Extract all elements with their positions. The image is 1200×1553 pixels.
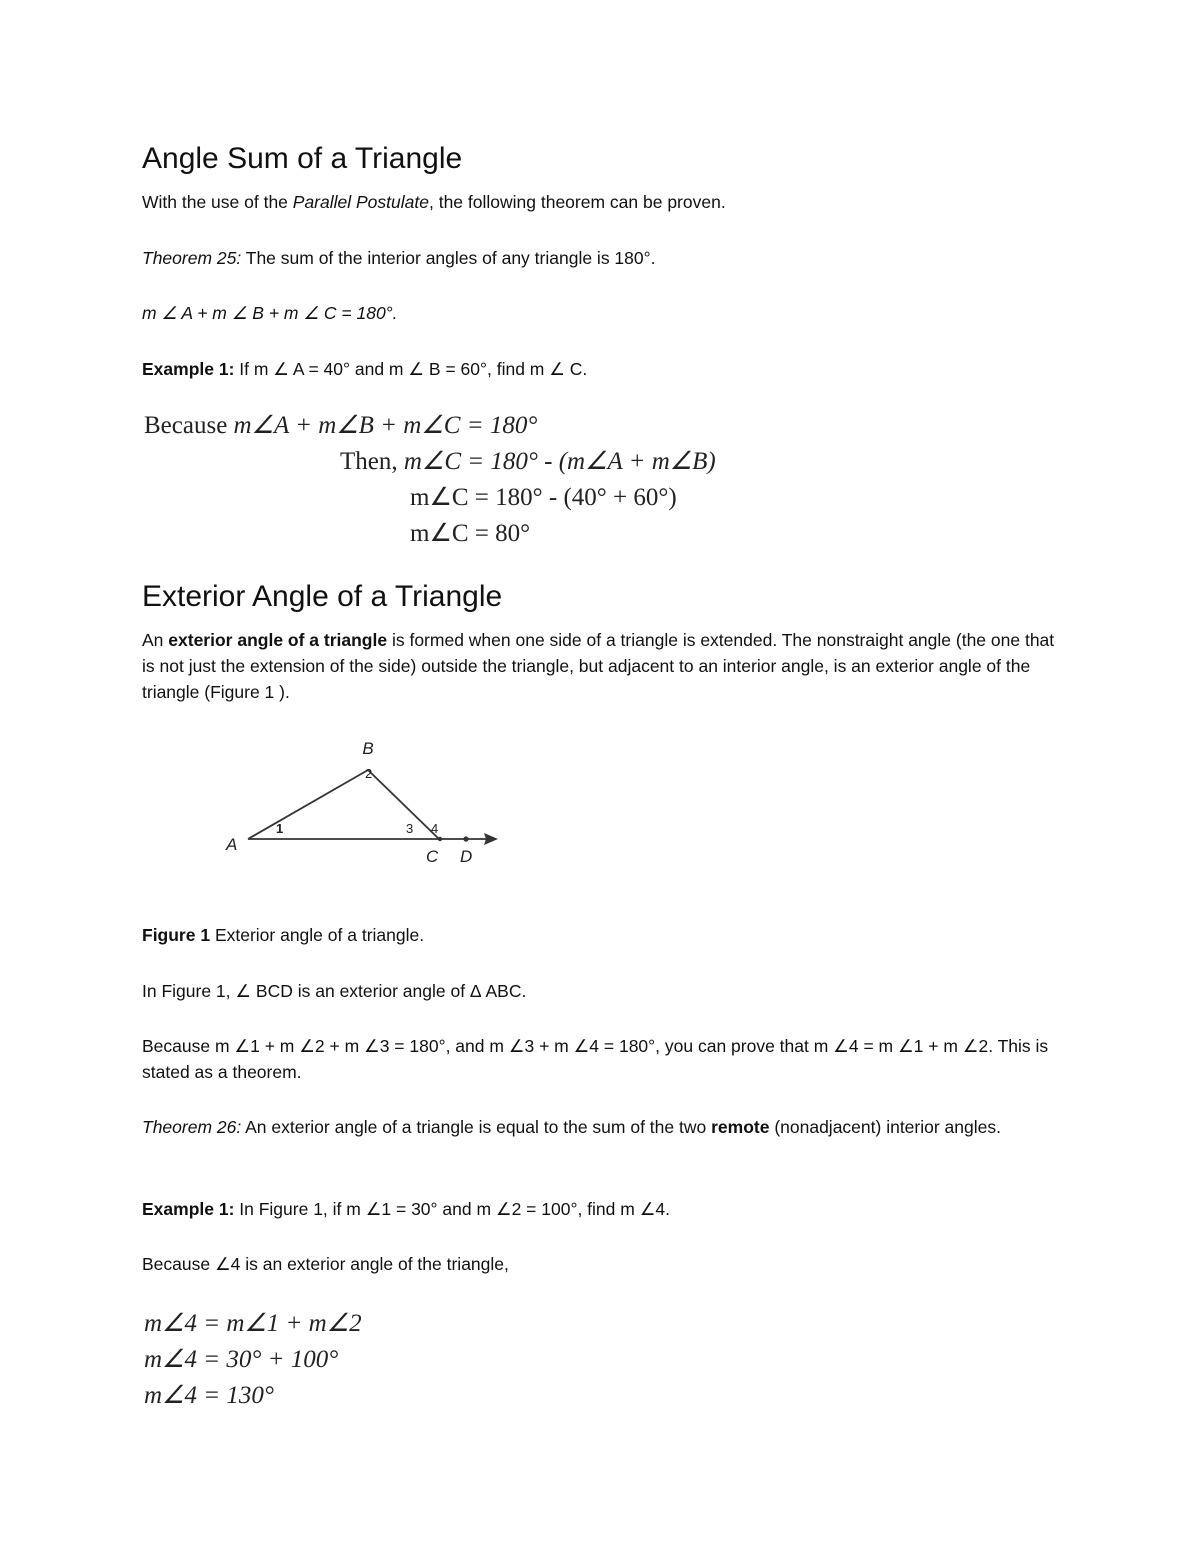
- solution-line-4: m∠C = 80°: [410, 520, 531, 547]
- remote-term: remote: [711, 1117, 770, 1137]
- theorem-25: [142, 245, 656, 271]
- label-d: D: [460, 847, 473, 866]
- point-d: [463, 836, 468, 841]
- then-word: Then,: [340, 448, 398, 475]
- theorem-text: An exterior angle of a triangle is equal to the sum of the two: [241, 1117, 712, 1137]
- point-c: [438, 837, 442, 841]
- intro-text-end: , the following theorem can be proven.: [428, 192, 726, 212]
- def-text-start: An: [142, 630, 169, 650]
- parallel-postulate-term: Parallel Postulate: [292, 192, 429, 212]
- label-a: A: [226, 835, 238, 854]
- solution-line-3: m∠C = 180° - (40° + 60°): [410, 484, 677, 511]
- proof-paragraph: Because m ∠1 + m ∠2 + m ∠3 = 180°, and m ∠3 + m ∠4 = 180°, you can prove that m ∠4 = m ∠1 + m ∠2. This is stated as a theorem.: [142, 1036, 1049, 1082]
- side-ab: [248, 770, 368, 839]
- angle-label-4: 4: [431, 821, 439, 836]
- solution-line-1: [144, 410, 537, 440]
- figure-1-triangle-diagram: [212, 732, 512, 872]
- theorem-text: The sum of the interior angles of any triangle is 180°.: [241, 248, 656, 268]
- solution-eq-2: m∠C = 180° - (m∠A + m∠B): [403, 448, 716, 475]
- example-text: In Figure 1, if m ∠1 = 30° and m ∠2 = 100°, find m ∠4.: [234, 1199, 670, 1219]
- intro-paragraph: [142, 189, 726, 215]
- because-word: Because: [144, 412, 228, 439]
- solution-line-2: [340, 446, 716, 476]
- solution-eq-1: m∠A + m∠B + m∠C = 180°: [233, 412, 538, 439]
- solution-line-2: m∠4 = 30° + 100°: [144, 1346, 339, 1373]
- section-heading-angle-sum: Angle Sum of a Triangle: [142, 142, 463, 175]
- arrowhead-icon: [484, 833, 498, 845]
- solution-line-3: m∠4 = 130°: [144, 1382, 274, 1409]
- angle-sum-equation: m ∠ A + m ∠ B + m ∠ C = 180°.: [142, 303, 398, 323]
- figure-1-caption: [142, 922, 424, 948]
- angle-label-2: 2: [365, 766, 373, 781]
- theorem-label: Theorem 26:: [142, 1117, 242, 1137]
- def-text-end: is formed when one side of a triangle is extended. The nonstraight angle (the one that is not just the extension of the side) outside the triangle, but adjacent to an interior angle, is an exterior angle of the triangle (Figure 1 ).: [142, 630, 1055, 702]
- angle-label-1: 1: [276, 821, 284, 836]
- angle-label-3: 3: [406, 821, 414, 836]
- caption-text: Exterior angle of a triangle.: [210, 925, 425, 945]
- section-heading-exterior-angle: Exterior Angle of a Triangle: [142, 580, 503, 613]
- exterior-angle-term: exterior angle of a triangle: [168, 630, 388, 650]
- solution-line-1: m∠4 = m∠1 + m∠2: [144, 1310, 362, 1337]
- example-text: If m ∠ A = 40° and m ∠ B = 60°, find m ∠ C.: [234, 359, 588, 379]
- intro-text: With the use of the: [142, 192, 293, 212]
- theorem-26: [142, 1114, 1057, 1140]
- example-1-angle-sum: [142, 356, 587, 382]
- example-label: Example 1:: [142, 359, 235, 379]
- label-b: B: [362, 739, 374, 758]
- because-line: Because ∠4 is an exterior angle of the triangle,: [142, 1254, 509, 1274]
- example-1-exterior: [142, 1196, 670, 1222]
- exterior-angle-definition: [142, 627, 1057, 705]
- theorem-label: Theorem 25:: [142, 248, 242, 268]
- side-bc: [368, 770, 439, 839]
- label-c: C: [426, 847, 439, 866]
- example-label: Example 1:: [142, 1199, 235, 1219]
- caption-label: Figure 1: [142, 925, 211, 945]
- theorem-text-end: (nonadjacent) interior angles.: [769, 1117, 1001, 1137]
- exterior-angle-paragraph: In Figure 1, ∠ BCD is an exterior angle of Δ ABC.: [142, 981, 527, 1001]
